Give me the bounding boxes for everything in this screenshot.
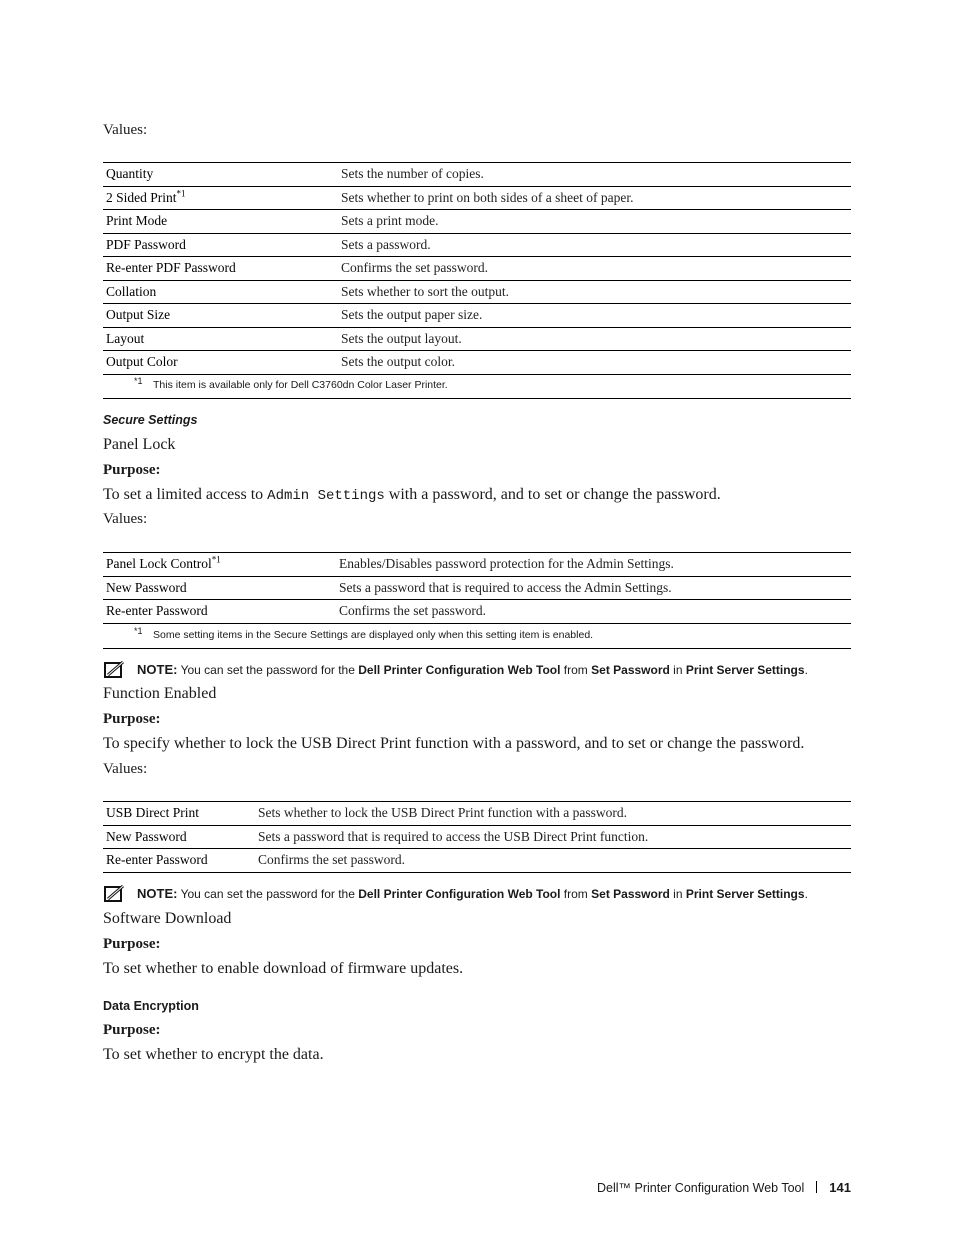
setting-name: Output Color xyxy=(106,354,178,370)
purpose-label: Purpose: xyxy=(103,711,161,727)
setting-name: New Password xyxy=(103,825,255,849)
values-label: Values: xyxy=(103,122,148,138)
purpose-text: To set a limited access to Admin Settings with a password, and to set or change the password. xyxy=(103,486,721,504)
footnote-mark: *1 xyxy=(134,626,143,636)
purpose-label: Purpose: xyxy=(103,936,161,952)
purpose-text: To set whether to enable download of firmware updates. xyxy=(103,960,464,977)
section-heading: Secure Settings xyxy=(103,413,198,427)
values-table-function-enabled xyxy=(103,801,851,873)
setting-name: PDF Password xyxy=(106,236,186,252)
setting-name: Re-enter PDF Password xyxy=(106,260,236,276)
table-row xyxy=(103,233,851,257)
values-label: Values: xyxy=(103,511,148,527)
setting-description: Confirms the set password. xyxy=(336,600,851,624)
setting-description: Sets a password that is required to access the USB Direct Print function. xyxy=(255,825,851,849)
note-label: NOTE: xyxy=(137,662,178,677)
note-ref: Set Password xyxy=(591,887,670,901)
table-row xyxy=(103,849,851,873)
note-pencil-icon xyxy=(103,661,127,679)
item-title: Software Download xyxy=(103,910,232,927)
note-ref: Print Server Settings xyxy=(685,663,805,677)
setting-name: Panel Lock Control xyxy=(106,556,212,572)
footnote-ref: *1 xyxy=(211,554,221,565)
footnote-text: Some setting items in the Secure Settings are displayed only when this setting item is enabled. xyxy=(153,629,594,641)
purpose-text: To set whether to encrypt the data. xyxy=(103,1046,324,1063)
footnote-mark: *1 xyxy=(134,376,143,386)
setting-description: Confirms the set password. xyxy=(255,849,851,873)
note-ref: Print Server Settings xyxy=(685,887,805,901)
setting-description: Sets a password. xyxy=(338,233,851,257)
note-label: NOTE: xyxy=(137,886,178,901)
purpose-text: To specify whether to lock the USB Direct Print function with a password, and to set or change the password. xyxy=(103,735,805,752)
purpose-label: Purpose: xyxy=(103,1022,161,1038)
table-footnote xyxy=(103,373,851,399)
table-row xyxy=(103,210,851,234)
values-table-print xyxy=(103,162,851,375)
table-row xyxy=(103,163,851,187)
footer-title: Dell™ Printer Configuration Web Tool xyxy=(597,1181,805,1195)
setting-name: Layout xyxy=(106,330,145,346)
setting-description: Sets the output color. xyxy=(338,351,851,375)
table-footnote xyxy=(103,623,851,649)
note-ref: Dell Printer Configuration Web Tool xyxy=(358,887,561,901)
setting-description: Sets whether to print on both sides of a sheet of paper. xyxy=(338,186,851,210)
table-row xyxy=(103,553,851,577)
note-ref: Dell Printer Configuration Web Tool xyxy=(358,663,561,677)
table-row xyxy=(103,280,851,304)
section-heading: Data Encryption xyxy=(103,999,199,1013)
footnote-text: This item is available only for Dell C3760dn Color Laser Printer. xyxy=(153,379,448,391)
table-row xyxy=(103,351,851,375)
table-row xyxy=(103,825,851,849)
setting-name: Quantity xyxy=(106,166,154,182)
setting-name: 2 Sided Print xyxy=(106,189,177,205)
setting-name: Output Size xyxy=(106,307,171,323)
table-row xyxy=(103,600,851,624)
table-row xyxy=(103,257,851,281)
setting-name: New Password xyxy=(106,579,187,595)
page-footer xyxy=(597,1180,851,1195)
table-row xyxy=(103,327,851,351)
setting-description: Sets whether to lock the USB Direct Print function with a password. xyxy=(255,802,851,826)
table-row xyxy=(103,576,851,600)
values-label: Values: xyxy=(103,761,148,777)
setting-name: Re-enter Password xyxy=(103,849,255,873)
values-table-panel-lock xyxy=(103,552,851,624)
note-pencil-icon xyxy=(103,885,127,903)
setting-description: Sets the number of copies. xyxy=(338,163,851,187)
setting-name: Collation xyxy=(106,283,157,299)
purpose-label: Purpose: xyxy=(103,462,161,478)
setting-description: Sets whether to sort the output. xyxy=(338,280,851,304)
table-row xyxy=(103,304,851,328)
setting-description: Sets the output paper size. xyxy=(338,304,851,328)
note-ref: Set Password xyxy=(591,663,670,677)
item-title: Function Enabled xyxy=(103,685,217,702)
page-number: 141 xyxy=(829,1180,851,1195)
footer-divider xyxy=(816,1181,817,1193)
setting-description: Sets a password that is required to access the Admin Settings. xyxy=(336,576,851,600)
setting-description: Sets the output layout. xyxy=(338,327,851,351)
setting-description: Confirms the set password. xyxy=(338,257,851,281)
code-admin-settings: Admin Settings xyxy=(267,488,385,504)
setting-description: Sets a print mode. xyxy=(338,210,851,234)
table-row xyxy=(103,186,851,210)
footnote-ref: *1 xyxy=(176,188,186,199)
table-row xyxy=(103,802,851,826)
item-title: Panel Lock xyxy=(103,436,176,453)
setting-name: Re-enter Password xyxy=(106,603,208,619)
setting-name: Print Mode xyxy=(106,213,168,229)
setting-name: USB Direct Print xyxy=(103,802,255,826)
setting-description: Enables/Disables password protection for the Admin Settings. xyxy=(336,553,851,577)
